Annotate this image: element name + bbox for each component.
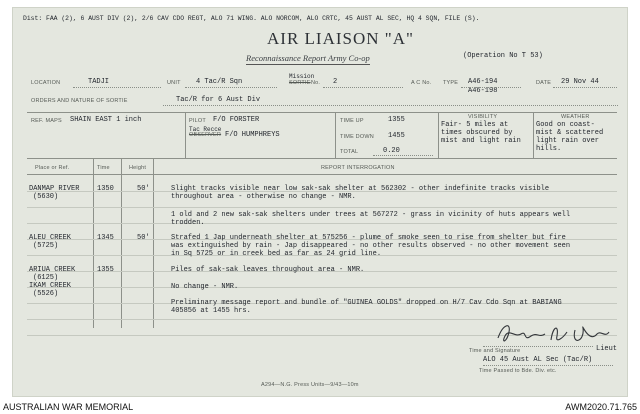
- location-value: TADJI: [88, 78, 110, 86]
- unit-line: [185, 87, 277, 88]
- signature-unit: ALO 45 Aust AL Sec (Tac/R): [483, 356, 593, 364]
- ref-maps-value: SHAIN EAST 1 inch: [70, 116, 142, 124]
- location-line: [73, 87, 161, 88]
- orders-label: ORDERS AND NATURE OF SORTIE: [31, 98, 128, 104]
- visibility-label: VISIBILITY: [468, 114, 498, 120]
- observer-label-struck: OBSERVER: [189, 132, 222, 138]
- ac-type-2: A46-198: [468, 87, 498, 95]
- pilot-value: F/O FORSTER: [213, 116, 260, 124]
- time-up-label: TIME UP: [340, 118, 364, 124]
- total-label: TOTAL: [340, 149, 359, 155]
- type-label: TYPE: [443, 80, 459, 86]
- sortie-label-struck: SORTIE: [289, 80, 311, 86]
- orders-value: Tac/R for 6 Aust Div: [176, 96, 261, 104]
- entry-3-line-1: Piles of sak-sak leaves throughout area - NMR.: [171, 266, 365, 274]
- footer-bar: [0, 401, 640, 414]
- entry-2-line-2: was extinguished by rain - Jap disappeared - no other results observed - no other movement seen: [171, 242, 571, 250]
- weather-label: WEATHER: [561, 114, 590, 120]
- form-subtitle: Reconnaissance Report Army Co-op: [246, 53, 370, 63]
- location-label: LOCATION: [31, 80, 61, 86]
- print-reference: A294—N.G. Press Units—9/43—10m: [261, 382, 359, 388]
- entry-1-line-5: trodden.: [171, 219, 205, 227]
- entry-2-place: ALEU CREEK: [29, 234, 72, 242]
- observer-label-typed: Tac Recce: [189, 126, 222, 133]
- time-down-value: 1455: [388, 132, 405, 140]
- mission-label-typed: Mission: [289, 73, 315, 80]
- entry-1-place: DANMAP RIVER: [29, 185, 80, 193]
- pilot-label: PILOT: [189, 118, 206, 124]
- entry-1-height: 50': [137, 185, 150, 193]
- time-up-value: 1355: [388, 116, 405, 124]
- weather-line-2: mist & scattered: [536, 129, 604, 137]
- mission-number: 2: [333, 78, 338, 86]
- time-signature-label: Time and Signature: [469, 348, 521, 354]
- form-title: AIR LIAISON "A": [267, 29, 414, 48]
- footer-left: AUSTRALIAN WAR MEMORIAL: [3, 402, 134, 412]
- entry-2-line-1: Strafed 1 Jap underneath shelter at 575256 - plume of smoke seen to rise from shelter but fire: [171, 234, 566, 242]
- no-label: No.: [311, 80, 321, 86]
- visibility-line-3: mist and light rain: [441, 137, 521, 145]
- mission-line: [323, 87, 403, 88]
- date-line: [553, 87, 617, 88]
- footer-right: AWM2020.71.765: [565, 402, 637, 412]
- unit-value: 4 Tac/R Sqn: [196, 78, 243, 86]
- entry-1-line-2: throughout area - otherwise no change - NMR.: [171, 193, 356, 201]
- visibility-line-1: Fair- 5 miles at: [441, 121, 509, 129]
- weather-line-3: light rain over: [536, 137, 600, 145]
- closing-line-1: Preliminary message report and bundle of "GUINEA GOLDS" dropped on H/7 Cav Cdo Sqn at BABIANG: [171, 299, 562, 307]
- entry-4-place: IKAM CREEK: [29, 282, 72, 290]
- entry-4-ref: (5526): [33, 290, 59, 298]
- ref-maps-label: REF. MAPS: [31, 118, 62, 124]
- closing-line-2: 405856 at 1455 hrs.: [171, 307, 251, 315]
- entry-2-ref: (5725): [33, 242, 59, 250]
- visibility-line-2: times obscured by: [441, 129, 513, 137]
- entry-1-time: 1350: [97, 185, 114, 193]
- total-value: 0.20: [383, 147, 400, 155]
- entry-2-height: 50': [137, 234, 150, 242]
- entry-1-line-1: Slight tracks visible near low sak-sak shelter at 562302 - other indefinite tracks visible: [171, 185, 550, 193]
- date-label: DATE: [536, 80, 552, 86]
- handwritten-signature: [493, 316, 613, 348]
- entry-2-line-3: in Sq 5725 or in creek bed as far as 24 grid line.: [171, 250, 382, 258]
- entry-3-time: 1355: [97, 266, 114, 274]
- orders-line: [163, 105, 618, 106]
- report-form: [12, 7, 628, 397]
- distribution-line: Dist: FAA (2), 6 AUST DIV (2), 2/6 CAV CDO REGT, ALO 71 WING. ALO NORCOM, ALO CRTC, 45 AUST AL SEC, HQ 4 SQN, FILE (S).: [23, 15, 480, 22]
- height-column-header: Height: [129, 165, 147, 171]
- entry-2-time: 1345: [97, 234, 114, 242]
- date-value: 29 Nov 44: [561, 78, 599, 86]
- ac-type-1: A46-194: [468, 78, 498, 86]
- weather-line-4: hills.: [536, 145, 562, 153]
- type-line: [461, 87, 521, 88]
- observer-value: F/O HUMPHREYS: [225, 131, 280, 139]
- unit-label: UNIT: [167, 80, 181, 86]
- entry-4-line-1: No change - NMR.: [171, 283, 239, 291]
- weather-line-1: Good on coast-: [536, 121, 595, 129]
- time-column-header: Time: [97, 165, 110, 171]
- entry-3-ref: (6125): [33, 274, 59, 282]
- entry-3-place: ARIUA CREEK: [29, 266, 76, 274]
- place-column-header: Place or Ref.: [35, 165, 70, 171]
- time-down-label: TIME DOWN: [340, 134, 374, 140]
- signature-rank: Lieut: [596, 345, 618, 353]
- time-passed-label: Time Passed to Bde. Div. etc.: [479, 368, 557, 374]
- entry-1-ref: (5630): [33, 193, 59, 201]
- entry-1-line-4: 1 old and 2 new sak-sak shelters under trees at 567272 - grass in vicinity of huts appears well: [171, 211, 571, 219]
- report-column-header: REPORT INTERROGATION: [321, 165, 395, 171]
- operation-number: (Operation No T 53): [463, 52, 543, 60]
- ac-no-label: A C No.: [411, 80, 432, 86]
